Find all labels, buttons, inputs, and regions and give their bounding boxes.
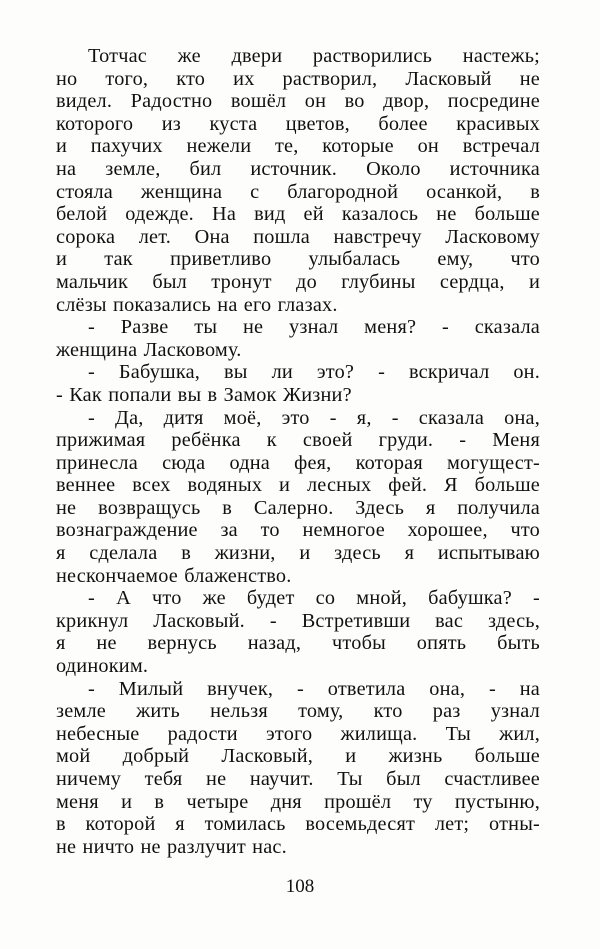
text-line: - Как попали вы в Замок Жизни? [56,383,352,406]
body-text [56,45,540,858]
text-line: крикнул Ласковый. - Встретивши вас здесь, [56,609,540,632]
text-line: одиноким. [56,655,149,678]
paragraph-6 [56,678,540,859]
text-line: небесные радости этого жилища. Ты жил, [56,722,540,745]
text-line: Тотчас же двери растворились настежь; [88,45,540,67]
text-line: мой добрый Ласковый, и жизнь больше [56,745,540,768]
text-line: но того, кто их растворил, Ласковый не [56,67,540,90]
text-line: на земле, бил источник. Около источника [56,157,540,180]
text-line: я не вернусь назад, чтобы опять быть [56,632,540,655]
text-line: женщина Ласковому. [56,338,242,361]
text-line: в которой я томилась восемьдесят лет; отны- [56,813,540,836]
paragraph-5 [56,587,540,677]
text-line: которого из куста цветов, более красивых [56,112,540,135]
text-line: - Да, дитя моё, это - я, - сказала она, [88,406,540,429]
text-line: вознаграждение за то немногое хорошее, что [56,519,540,542]
paragraph-3 [56,361,540,406]
paragraph-1 [56,45,540,316]
text-line: я сделала в жизни, и здесь я испытываю [56,542,540,565]
paragraph-2 [56,316,540,361]
text-line: - Бабушка, вы ли это? - вскричал он. [88,361,540,384]
text-line: не возвращусь в Салерно. Здесь я получила [56,496,540,519]
text-line: прижимая ребёнка к своей груди. - Меня [56,429,540,452]
text-line: сорока лет. Она пошла навстречу Ласковому [56,225,540,248]
text-line: - Милый внучек, - ответила она, - на [88,677,540,700]
text-line: видел. Радостно вошёл он во двор, посредине [56,90,540,113]
text-line: земле жить нельзя тому, кто раз узнал [56,700,540,723]
text-line: принесла сюда одна фея, которая могущест- [56,451,540,474]
text-line: нескончаемое блаженство. [56,564,292,587]
text-line: стояла женщина с благородной осанкой, в [56,180,540,203]
text-line: - А что же будет со мной, бабушка? - [88,587,540,610]
text-line: не ничто не разлучит нас. [56,835,287,858]
text-line: ничему тебя не научит. Ты был счастливее [56,768,540,790]
text-line: веннее всех водяных и лесных фей. Я больше [56,474,540,497]
text-line: меня и в четыре дня прошёл ту пустыню, [56,790,540,813]
text-line: слёзы показались на его глазах. [56,293,338,316]
page-number: 108 [285,876,315,897]
text-line: мальчик был тронут до глубины сердца, и [56,270,540,293]
paragraph-4 [56,407,540,588]
text-line: и так приветливо улыбалась ему, что [56,248,540,271]
text-line: - Разве ты не узнал меня? - сказала [88,316,540,339]
text-line: белой одежде. На вид ей казалось не больше [56,203,540,226]
text-line: и пахучих нежели те, которые он встречал [56,135,540,158]
